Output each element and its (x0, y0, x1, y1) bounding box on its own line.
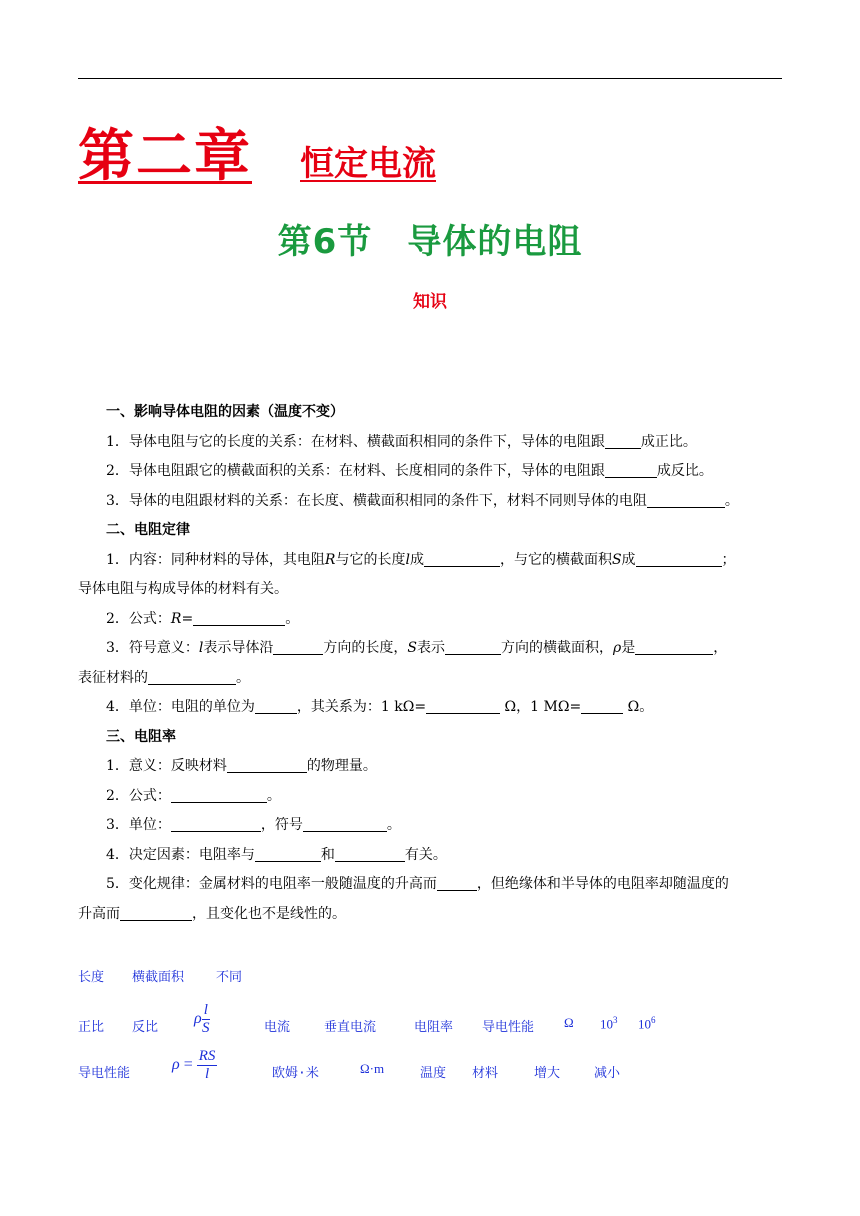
answer-row-3 (78, 1048, 782, 1100)
item-2-1: 1．内容：同种材料的导体，其电阻R与它的长度l成 ，与它的横截面积S成 ； (106, 551, 736, 568)
chapter-number: 第二章 (78, 123, 252, 189)
answer-blank[interactable] (605, 462, 657, 478)
answer-blank[interactable] (437, 875, 477, 891)
section-heading-1: 一、影响导体电阻的因素（温度不变） (106, 404, 344, 420)
answer: 正比 (78, 1020, 105, 1035)
header-rule (78, 78, 782, 79)
item-2-3-continued: 表征材料的 。 (78, 669, 250, 686)
answer-power: $10^3$ (600, 1015, 618, 1032)
section-title: 第6节 导体的电阻 (277, 222, 583, 262)
answer-power: $10^6$ (638, 1015, 656, 1032)
item-3-5: 5．变化规律：金属材料的电阻率一般随温度的升高而 ，但绝缘体和半导体的电阻率却随温度的 (106, 876, 729, 892)
item-2-1-continued: 导体电阻与构成导体的材料有关。 (78, 581, 288, 597)
item-1-3: 3．导体的电阻跟材料的关系：在长度、横截面积相同的条件下，材料不同则导体的电阻 。 (106, 492, 739, 509)
answer-blank[interactable] (227, 757, 307, 773)
answer: 反比 (132, 1020, 159, 1035)
answer: 长度 (78, 970, 105, 985)
answer: 导电性能 (482, 1020, 535, 1035)
answer: 增大 (534, 1066, 561, 1081)
answer-blank[interactable] (303, 816, 387, 832)
item-3-5-continued: 升高而 ，且变化也不是线性的。 (78, 905, 346, 922)
chapter-name: 恒定电流 (300, 144, 436, 184)
resistivity-formula-answer: ρ $\frac{l}{S}$ (194, 1002, 210, 1036)
knowledge-label: 知识 (413, 292, 447, 312)
answer-row-1 (78, 962, 782, 1008)
answer-blank[interactable] (193, 610, 285, 626)
answer-blank[interactable] (171, 816, 261, 832)
chapter-heading (78, 112, 436, 192)
answer: Ω (564, 1015, 574, 1030)
answer: 电阻率 (414, 1020, 454, 1035)
answer: Ω·m (360, 1061, 385, 1076)
answer-blank[interactable] (171, 787, 267, 803)
answer: 电流 (264, 1020, 291, 1035)
answer: 减小 (594, 1066, 621, 1081)
answer-blank[interactable] (647, 492, 725, 508)
item-3-3: 3．单位： ，符号 。 (106, 817, 401, 833)
answer-key (78, 962, 782, 1100)
answer-blank[interactable] (255, 846, 321, 862)
answer-blank[interactable] (273, 639, 323, 655)
answer: 温度 (420, 1066, 447, 1081)
answer: 垂直电流 (324, 1020, 377, 1035)
answer: 导电性能 (78, 1066, 131, 1081)
answer-blank[interactable] (335, 846, 405, 862)
item-1-2: 2．导体电阻跟它的横截面积的关系：在材料、长度相同的条件下，导体的电阻跟 成反比。 (106, 463, 713, 479)
answer-blank[interactable] (605, 433, 641, 449)
item-3-1: 1．意义：反映材料 的物理量。 (106, 758, 377, 774)
answer-blank[interactable] (424, 551, 500, 567)
answer: 材料 (472, 1066, 499, 1081)
section-heading-3: 三、电阻率 (106, 728, 176, 745)
answer-blank[interactable] (445, 639, 501, 655)
item-2-3: 3．符号意义：l表示导体沿 方向的长度，S表示 方向的横截面积，ρ是 ， (106, 640, 728, 656)
item-3-4: 4．决定因素：电阻率与 和 有关。 (106, 846, 447, 863)
section-heading-2: 二、电阻定律 (106, 522, 190, 538)
worksheet-body (78, 398, 782, 929)
answer-blank[interactable] (426, 698, 500, 714)
item-3-2: 2．公式： 。 (106, 787, 281, 804)
resistivity-law-answer: ρ = $\frac{RS}{l}$ (172, 1048, 216, 1082)
answer-blank[interactable] (255, 698, 297, 714)
answer: 横截面积 (132, 970, 185, 985)
answer-blank[interactable] (636, 551, 722, 567)
answer-blank[interactable] (635, 639, 713, 655)
answer: 欧姆·米 (272, 1066, 319, 1081)
answer-blank[interactable] (148, 669, 236, 685)
answer-blank[interactable] (581, 698, 623, 714)
item-2-2: 2．公式：R= 。 (106, 610, 300, 627)
item-2-4: 4．单位：电阻的单位为 ，其关系为：1 kΩ= Ω，1 MΩ= Ω。 (106, 699, 654, 715)
item-1-1: 1．导体电阻与它的长度的关系：在材料、横截面积相同的条件下，导体的电阻跟 成正比。 (106, 433, 697, 450)
answer: 不同 (216, 970, 243, 985)
answer-blank[interactable] (120, 905, 192, 921)
